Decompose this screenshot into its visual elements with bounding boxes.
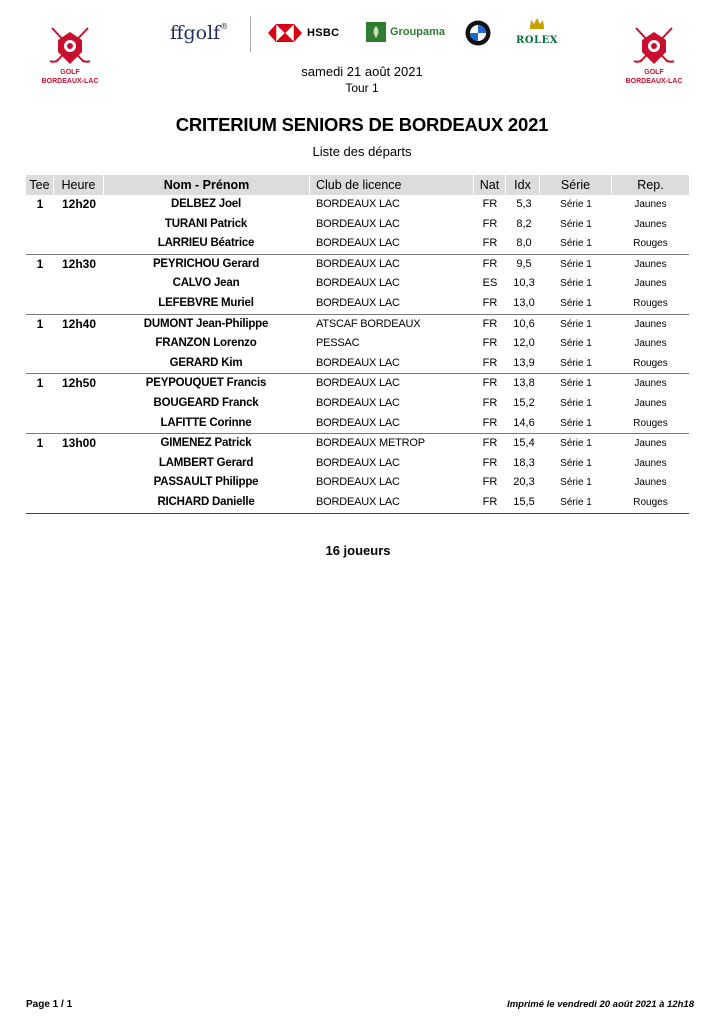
player-name: LAMBERT Gerard xyxy=(158,456,254,469)
club-cell: BORDEAUX LAC xyxy=(316,198,400,210)
time-cell xyxy=(54,394,104,414)
serie-cell: Série 1 xyxy=(560,438,592,450)
nat-cell: FR xyxy=(482,495,498,508)
serie-cell: Série 1 xyxy=(560,457,592,469)
rolex-logo xyxy=(514,16,560,46)
club-cell: BORDEAUX LAC xyxy=(316,456,400,469)
table-row xyxy=(26,215,689,235)
nat-cell: FR xyxy=(482,476,498,489)
golf-club-crest-icon xyxy=(38,22,102,70)
col-header-serie: Série xyxy=(540,175,612,195)
page-title: CRITERIUM SENIORS DE BORDEAUX 2021 xyxy=(175,114,549,135)
idx-cell: 15,4 xyxy=(513,437,535,450)
idx-cell: 10,3 xyxy=(513,277,535,290)
club-cell: BORDEAUX LAC xyxy=(316,296,400,309)
tee-cell: 1 xyxy=(36,197,44,211)
tee-group xyxy=(26,195,689,255)
tee-group xyxy=(26,434,689,513)
table-row xyxy=(26,294,689,314)
col-header-time: Heure xyxy=(54,175,104,195)
idx-cell: 12,0 xyxy=(513,337,535,350)
tee-cell: 1 xyxy=(36,316,44,331)
serie-cell: Série 1 xyxy=(560,378,592,390)
club-cell: BORDEAUX METROP xyxy=(316,437,425,450)
serie-cell: Série 1 xyxy=(560,338,592,350)
nat-cell: FR xyxy=(482,396,498,409)
idx-cell: 14,6 xyxy=(513,416,535,429)
player-name: LEFEBVRE Muriel xyxy=(158,296,254,309)
nat-cell: FR xyxy=(482,337,498,350)
rep-cell: Jaunes xyxy=(634,258,667,270)
tee-cell xyxy=(26,394,54,414)
rep-cell: Rouges xyxy=(633,297,668,309)
time-cell: 12h20 xyxy=(61,197,97,211)
rep-cell: Jaunes xyxy=(634,278,667,290)
player-name: GIMENEZ Patrick xyxy=(160,437,252,450)
ffgolf-word: ffgolf xyxy=(170,22,221,44)
serie-cell: Série 1 xyxy=(560,318,592,330)
players-count: 16 joueurs xyxy=(325,543,391,558)
tee-times-table xyxy=(26,175,689,514)
idx-cell: 15,2 xyxy=(513,396,535,409)
rep-cell: Rouges xyxy=(633,417,668,429)
round-label: Tour 1 xyxy=(345,81,379,95)
player-name: PEYRICHOU Gerard xyxy=(152,257,260,270)
time-cell: 13h00 xyxy=(61,436,97,451)
player-name: FRANZON Lorenzo xyxy=(155,337,257,350)
player-name: PEYPOUQUET Francis xyxy=(145,377,267,390)
time-cell xyxy=(54,473,104,493)
rep-cell: Jaunes xyxy=(634,338,667,350)
time-cell: 12h50 xyxy=(61,376,97,391)
club-cell: BORDEAUX LAC xyxy=(316,257,400,270)
idx-cell: 8,0 xyxy=(516,237,532,250)
player-name: BOUGEARD Franck xyxy=(153,396,259,409)
nat-cell: FR xyxy=(482,317,498,330)
event-date: samedi 21 août 2021 xyxy=(301,64,423,79)
club-cell: BORDEAUX LAC xyxy=(316,495,400,508)
nat-cell: FR xyxy=(482,217,498,230)
time-cell xyxy=(54,454,104,474)
tee-cell xyxy=(26,234,54,254)
page-number: Page 1 / 1 xyxy=(26,999,73,1010)
col-header-name: Nom - Prénom xyxy=(104,175,310,195)
tee-cell: 1 xyxy=(36,376,44,391)
idx-cell: 13,8 xyxy=(513,377,535,390)
serie-cell: Série 1 xyxy=(560,199,592,210)
time-cell xyxy=(54,274,104,294)
sponsors-bar xyxy=(158,12,570,58)
serie-cell: Série 1 xyxy=(560,238,592,250)
col-header-nat: Nat xyxy=(474,175,506,195)
serie-cell: Série 1 xyxy=(560,278,592,290)
club-cell: BORDEAUX LAC xyxy=(316,356,400,369)
nat-cell: FR xyxy=(482,257,498,270)
idx-cell: 13,0 xyxy=(513,296,535,309)
time-cell xyxy=(54,414,104,434)
player-name: LARRIEU Béatrice xyxy=(157,237,255,250)
table-row xyxy=(26,354,689,374)
rep-cell: Jaunes xyxy=(634,318,667,330)
page-subtitle: Liste des départs xyxy=(312,144,412,159)
rep-cell: Rouges xyxy=(633,357,668,369)
table-header xyxy=(26,175,689,195)
serie-cell: Série 1 xyxy=(560,297,592,309)
tee-group xyxy=(26,374,689,434)
player-name: RICHARD Danielle xyxy=(157,495,255,508)
tee-group xyxy=(26,255,689,315)
nat-cell: ES xyxy=(482,277,498,290)
serie-cell: Série 1 xyxy=(560,357,592,369)
tee-cell xyxy=(26,454,54,474)
idx-cell: 8,2 xyxy=(516,217,532,230)
nat-cell: FR xyxy=(482,456,498,469)
tee-cell xyxy=(26,294,54,314)
tee-cell xyxy=(26,274,54,294)
idx-cell: 20,3 xyxy=(513,476,535,489)
table-row xyxy=(26,394,689,414)
player-name: CALVO Jean xyxy=(172,277,240,290)
tee-cell xyxy=(26,493,54,513)
serie-cell: Série 1 xyxy=(560,477,592,489)
nat-cell: FR xyxy=(482,356,498,369)
player-name: LAFITTE Corinne xyxy=(160,416,252,429)
tee-cell xyxy=(26,473,54,493)
col-header-idx: Idx xyxy=(506,175,540,195)
table-row xyxy=(26,315,689,335)
table-row xyxy=(26,454,689,474)
table-row xyxy=(26,473,689,493)
serie-cell: Série 1 xyxy=(560,417,592,429)
col-header-tee: Tee xyxy=(26,175,54,195)
time-cell xyxy=(54,493,104,513)
ffgolf-logo xyxy=(170,22,228,44)
serie-cell: Série 1 xyxy=(560,496,592,508)
hsbc-hexagon-icon xyxy=(268,24,302,42)
nat-cell: FR xyxy=(482,437,498,450)
nat-cell: FR xyxy=(482,377,498,390)
club-logo-line2: BORDEAUX-LAC xyxy=(41,78,99,85)
tee-cell xyxy=(26,334,54,354)
player-name: DUMONT Jean-Philippe xyxy=(143,317,269,330)
hsbc-logo xyxy=(268,24,339,42)
bmw-logo xyxy=(465,20,491,51)
tee-cell: 1 xyxy=(36,256,44,271)
rep-cell: Jaunes xyxy=(634,457,667,469)
tee-cell: 1 xyxy=(36,436,44,451)
club-cell: BORDEAUX LAC xyxy=(316,217,400,230)
idx-cell: 15,5 xyxy=(513,495,535,508)
tee-cell xyxy=(26,414,54,434)
table-body xyxy=(26,195,689,514)
player-name: TURANI Patrick xyxy=(164,217,248,230)
club-cell: BORDEAUX LAC xyxy=(316,277,400,290)
groupama-word: Groupama xyxy=(390,26,446,38)
club-cell: BORDEAUX LAC xyxy=(316,476,400,489)
club-cell: BORDEAUX LAC xyxy=(316,396,400,409)
table-row xyxy=(26,255,689,275)
golf-club-crest-icon xyxy=(622,22,686,70)
tee-group xyxy=(26,315,689,375)
table-row xyxy=(26,234,689,254)
club-cell: BORDEAUX LAC xyxy=(316,237,400,250)
groupama-logo xyxy=(366,22,445,42)
idx-cell: 13,9 xyxy=(513,356,535,369)
idx-cell: 18,3 xyxy=(513,456,535,469)
club-cell: PESSAC xyxy=(316,337,360,350)
time-cell xyxy=(54,234,104,254)
col-header-rep: Rep. xyxy=(612,175,689,195)
time-cell xyxy=(54,294,104,314)
table-row xyxy=(26,195,689,215)
club-logo-line2: BORDEAUX-LAC xyxy=(625,78,683,85)
bmw-roundel-icon xyxy=(465,20,491,46)
player-name: PASSAULT Philippe xyxy=(153,476,259,489)
rolex-word: ROLEX xyxy=(516,35,558,46)
groupama-leaf-icon xyxy=(366,22,386,42)
time-cell xyxy=(54,215,104,235)
rep-cell: Jaunes xyxy=(634,438,667,450)
table-row xyxy=(26,414,689,434)
serie-cell: Série 1 xyxy=(560,218,592,230)
rep-cell: Jaunes xyxy=(634,218,667,230)
serie-cell: Série 1 xyxy=(560,397,592,409)
rep-cell: Jaunes xyxy=(634,397,667,409)
club-cell: BORDEAUX LAC xyxy=(316,377,400,390)
club-cell: ATSCAF BORDEAUX xyxy=(316,317,421,330)
print-timestamp: Imprimé le vendredi 20 août 2021 à 12h18 xyxy=(507,999,694,1010)
time-cell: 12h40 xyxy=(61,316,97,331)
col-header-club: Club de licence xyxy=(310,175,474,195)
time-cell xyxy=(54,334,104,354)
hsbc-word: HSBC xyxy=(307,27,340,39)
club-cell: BORDEAUX LAC xyxy=(316,416,400,429)
table-row xyxy=(26,274,689,294)
table-row xyxy=(26,434,689,454)
tee-cell xyxy=(26,215,54,235)
sponsor-divider xyxy=(250,16,251,52)
idx-cell: 10,6 xyxy=(513,317,535,330)
player-name: GERARD Kim xyxy=(169,356,243,369)
idx-cell: 5,3 xyxy=(516,198,532,210)
rep-cell: Rouges xyxy=(633,496,668,508)
club-logo-line1: GOLF xyxy=(60,69,80,76)
table-row xyxy=(26,334,689,354)
table-row xyxy=(26,493,689,513)
nat-cell: FR xyxy=(482,416,498,429)
rep-cell: Rouges xyxy=(633,238,668,250)
rep-cell: Jaunes xyxy=(634,199,667,210)
club-logo-line1: GOLF xyxy=(644,69,664,76)
table-row xyxy=(26,374,689,394)
idx-cell: 9,5 xyxy=(516,257,532,270)
nat-cell: FR xyxy=(482,237,498,250)
registered-mark: ® xyxy=(220,22,229,31)
tee-cell xyxy=(26,354,54,374)
player-name: DELBEZ Joel xyxy=(170,198,241,210)
time-cell xyxy=(54,354,104,374)
rep-cell: Jaunes xyxy=(634,378,667,390)
rolex-crown-icon xyxy=(529,18,545,29)
serie-cell: Série 1 xyxy=(560,258,592,270)
nat-cell: FR xyxy=(482,198,498,210)
nat-cell: FR xyxy=(482,296,498,309)
rep-cell: Jaunes xyxy=(634,477,667,489)
time-cell: 12h30 xyxy=(61,256,97,271)
